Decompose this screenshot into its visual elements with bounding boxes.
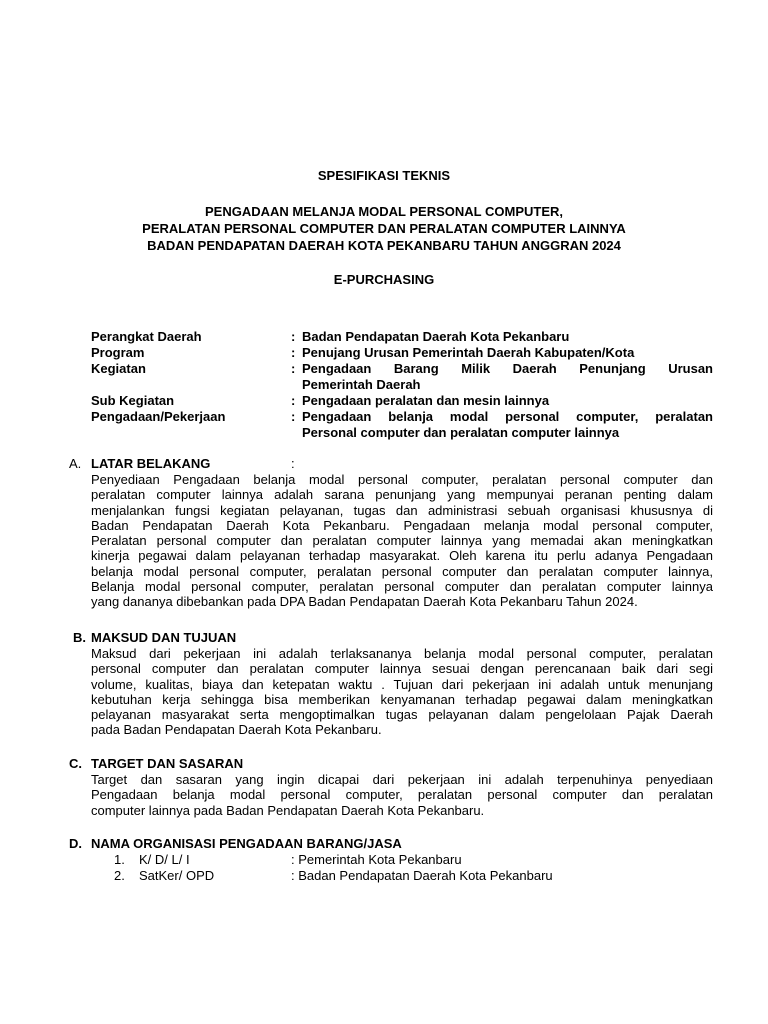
section-a-letter: A. [69,456,82,471]
section-b-paragraph [91,646,713,738]
list-item-number: 2. [114,868,125,883]
pengadaan-value-line-2: Personal computer dan peralatan computer lainnya [302,425,620,440]
kegiatan-value-line-1: Pengadaan Barang Milik Daerah Penunjang Urusan [302,361,713,376]
colon: : [291,345,296,360]
paragraph-line: kebutuhan kerja sehingga bisa memberikan kenyamanan terhadap pegawai dalam meningkatkan [91,691,713,707]
colon: : [291,409,296,424]
program-value: Penujang Urusan Pemerintah Daerah Kabupaten/Kota [302,345,635,360]
colon: : [291,393,296,408]
section-c-letter: C. [69,756,82,771]
paragraph-line: Maksud dari pekerjaan ini adalah terlaksananya belanja modal personal computer, peralatan [91,646,713,661]
subtitle-line-1: PENGADAAN MELANJA MODAL PERSONAL COMPUTER, [204,204,563,219]
paragraph-line: Peralatan personal computer dan peralatan computer lainnya yang memadai akan meningkatkan [91,533,713,549]
section-c-title: TARGET DAN SASARAN [91,756,244,771]
paragraph-line: menjalankan fungsi kegiatan pelayanan, tugas dan administrasi sebuah organisasi khususnya di [91,502,713,518]
paragraph-line: computer lainnya pada Badan Pendapatan Daerah Kota Pekanbaru. [91,802,485,818]
paragraph-line: pada Badan Pendapatan Daerah Kota Pekanbaru. [91,722,382,738]
paragraph-line: Belanja modal personal computer, peralatan personal computer dan peralatan computer lainnya [91,579,713,595]
section-d-letter: D. [69,836,82,851]
perangkat-value: Badan Pendapatan Daerah Kota Pekanbaru [302,329,570,344]
kegiatan-value-line-2: Pemerintah Daerah [302,377,421,392]
paragraph-line: volume, kualitas, biaya dan ketepatan waktu . Tujuan dari pekerjaan ini adalah untuk menunjang [91,676,713,692]
section-b-title: MAKSUD DAN TUJUAN [91,630,237,645]
subtitle-line-3: BADAN PENDAPATAN DAERAH KOTA PEKANBARU TAHUN ANGGRAN 2024 [147,238,621,253]
list-item-number: 1. [114,852,125,867]
list-item-label: SatKer/ OPD [139,868,215,883]
program-label: Program [91,345,145,360]
colon: : [291,329,296,344]
pengadaan-value-line-1: Pengadaan belanja modal personal computer, peralatan [302,409,713,424]
paragraph-line: belanja modal personal computer, peralatan personal computer dan peralatan computer lainnya, [91,563,713,579]
list-item-value: : Badan Pendapatan Daerah Kota Pekanbaru [291,868,553,883]
paragraph-line: Target dan sasaran yang ingin dicapai dari pekerjaan ini adalah terpenuhinya penyediaan [91,772,713,787]
section-a-title: LATAR BELAKANG [91,456,211,471]
paragraph-line: Pengadaan belanja modal personal computer, peralatan personal computer dan peralatan [91,787,713,803]
paragraph-line: yang dananya dibebankan pada DPA Badan Pendapatan Daerah Kota Pekanbaru Tahun 2024. [91,594,638,610]
pengadaan-label: Pengadaan/Pekerjaan [91,409,226,424]
document-title: SPESIFIKASI TEKNIS [317,168,451,183]
section-a-colon: : [291,456,295,471]
paragraph-line: personal computer dan peralatan computer lainnya sesuai dengan perencanaan baik dari segi [91,661,713,677]
subkegiatan-label: Sub Kegiatan [91,393,175,408]
section-a-paragraph [91,472,713,610]
paragraph-line: pelayanan masyarakat serta mengoptimalkan tugas pelayanan dalam pengelolaan Pajak Daerah [91,707,713,723]
subtitle-line-2: PERALATAN PERSONAL COMPUTER DAN PERALATAN COMPUTER LAINNYA [142,221,626,236]
procurement-method: E-PURCHASING [333,272,435,287]
section-c-paragraph [91,772,713,818]
subkegiatan-value: Pengadaan peralatan dan mesin lainnya [302,393,550,408]
paragraph-line: peralatan computer lainnya adalah sarana penunjang yang mempunyai peranan penting dalam [91,487,713,503]
section-b-letter: B. [73,630,86,645]
kegiatan-label: Kegiatan [91,361,146,376]
paragraph-line: kinerja pegawai dalam pelayanan terhadap masyarakat. Oleh karena itu perlu adanya Pengadaan [91,548,713,564]
section-d-title: NAMA ORGANISASI PENGADAAN BARANG/JASA [91,836,402,851]
paragraph-line: Badan Pendapatan Daerah Kota Pekanbaru. Pengadaan melanja modal personal computer, [91,517,713,533]
colon: : [291,361,296,376]
paragraph-line: Penyediaan Pengadaan belanja modal personal computer, peralatan personal computer dan [91,472,713,487]
list-item-label: K/ D/ L/ I [139,852,190,867]
list-item-value: : Pemerintah Kota Pekanbaru [291,852,462,867]
perangkat-label: Perangkat Daerah [91,329,202,344]
